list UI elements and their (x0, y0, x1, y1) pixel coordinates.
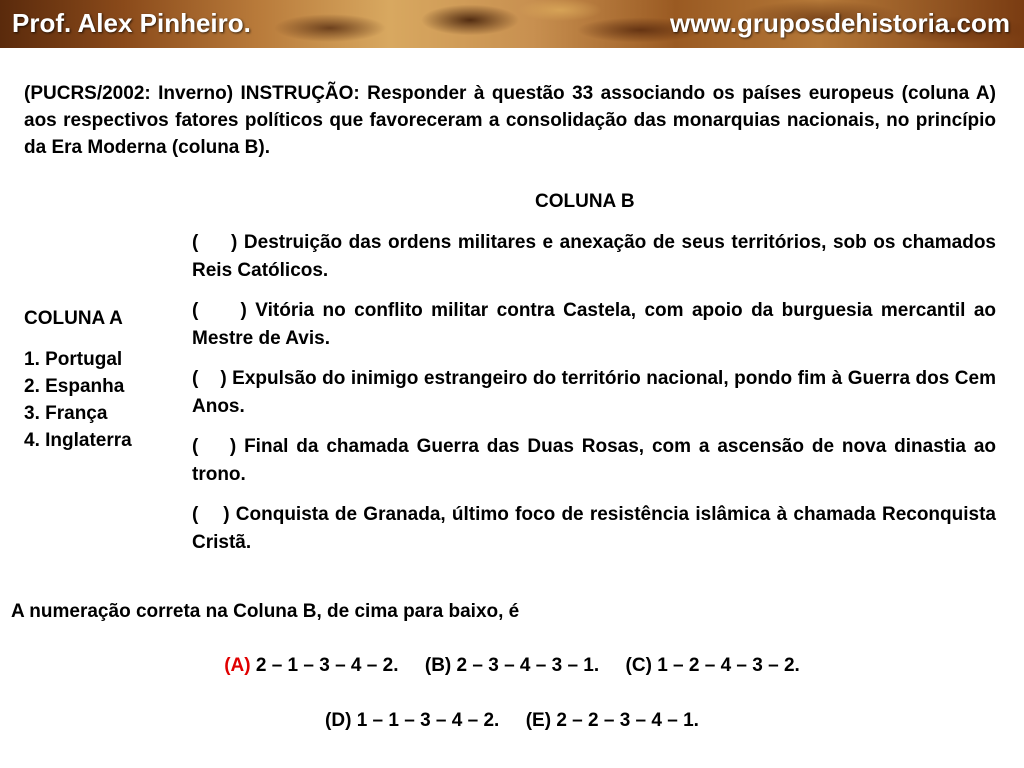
coluna-b-item-2: ( ) Vitória no conflito militar contra Castela, com apoio da burguesia mercantil ao Mestre de Avis. (192, 300, 1002, 349)
coluna-a (24, 305, 132, 454)
header-banner (0, 0, 1024, 48)
website-url: www.gruposdehistoria.com (670, 8, 1010, 38)
question-prompt: A numeração correta na Coluna B, de cima para baixo, é (11, 601, 520, 622)
coluna-b-item-3: ( ) Expulsão do inimigo estrangeiro do território nacional, pondo fim à Guerra dos Cem Anos. (192, 368, 1001, 417)
coluna-b-title: COLUNA B (535, 191, 635, 212)
answer-options-row-1 (0, 652, 1024, 679)
coluna-a-item-espanha: 2. Espanha (24, 376, 125, 397)
option-d: (D) 1 – 1 – 3 – 4 – 2. (325, 710, 500, 731)
question-instruction: (PUCRS/2002: Inverno) INSTRUÇÃO: Responder à questão 33 associando os países europeus (coluna A) aos respectivos fatores políticos que favoreceram a consolidação das monarquias nacionais, no princípio da Era Moderna (coluna B). (24, 83, 996, 158)
coluna-a-item-franca: 3. França (24, 403, 108, 424)
coluna-b-item-5: ( ) Conquista de Granada, último foco de resistência islâmica à chamada Reconquista Cristã. (192, 504, 1002, 553)
author-name: Prof. Alex Pinheiro. (12, 8, 251, 38)
option-a-text: 2 – 1 – 3 – 4 – 2. (250, 655, 399, 676)
option-c: (C) 1 – 2 – 4 – 3 – 2. (625, 655, 800, 676)
coluna-b-item-1: ( ) Destruição das ordens militares e anexação de seus territórios, sob os chamados Reis Católicos. (192, 232, 1002, 281)
option-a-label: (A) (224, 655, 251, 676)
coluna-b-list (192, 229, 1002, 569)
option-b: (B) 2 – 3 – 4 – 3 – 1. (424, 655, 600, 676)
answer-options-row-2 (0, 707, 1024, 734)
coluna-a-item-inglaterra: 4. Inglaterra (24, 430, 132, 451)
option-e: (E) 2 – 2 – 3 – 4 – 1. (525, 710, 699, 731)
coluna-a-item-portugal: 1. Portugal (24, 349, 123, 370)
coluna-a-title: COLUNA A (24, 308, 123, 329)
coluna-b-item-4: ( ) Final da chamada Guerra das Duas Rosas, com a ascensão de nova dinastia ao trono. (192, 436, 1002, 485)
